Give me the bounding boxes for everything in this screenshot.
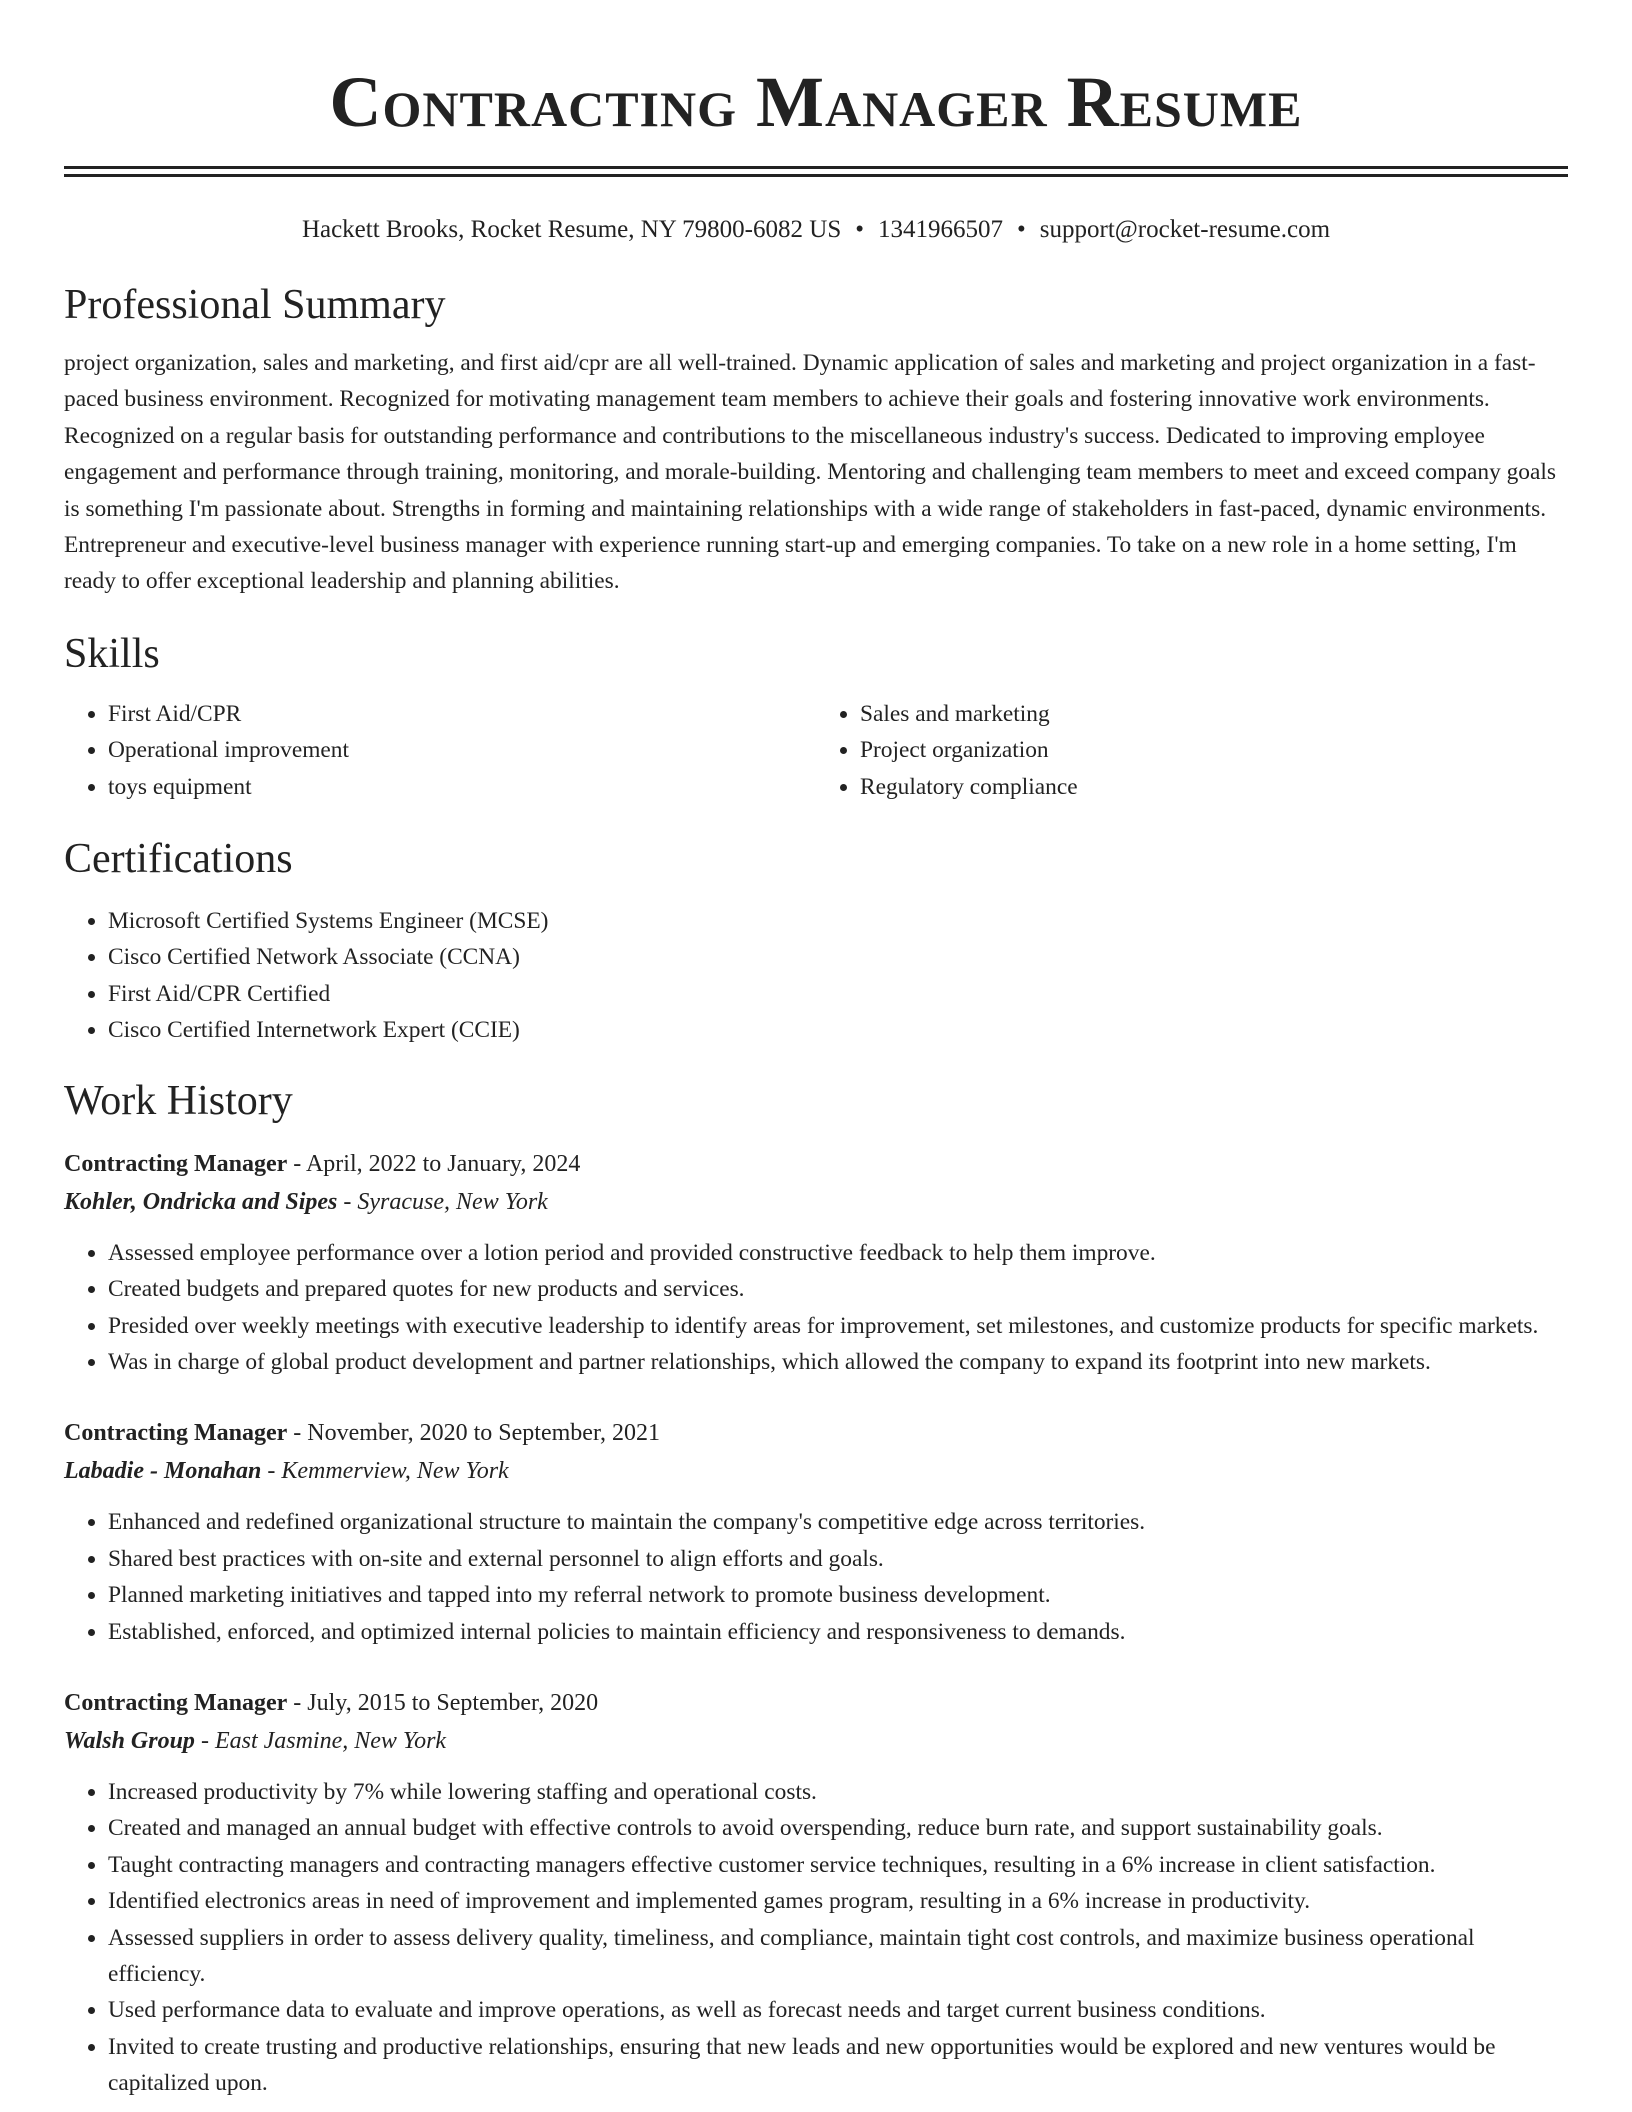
job-bullet: • Created budgets and prepared quotes for new products and services. (108, 1271, 1568, 1307)
contact-email: support@rocket-resume.com (1039, 216, 1331, 243)
company-line (64, 1452, 1568, 1490)
summary-paragraph: project organization, sales and marketing, and first aid/cpr are all well-trained. Dynamic application of sales and marketing and project organization in a fast-paced business environment. Recognized for motivating management team members to achieve their goals and fostering innovative work environments. Recognized on a regular basis for outstanding performance and contributions to the miscellaneous industry's success. Dedicated to improving employee engagement and performance through training, monitoring, and morale-building. Mentoring and challenging team members to meet and exceed company goals is something I'm passionate about. Strengths in forming and maintaining relationships with a wide range of stakeholders in fast-paced, dynamic environments. Entrepreneur and executive-level business manager with experience running start-up and emerging companies. To take on a new role in a home setting, I'm ready to offer exceptional leadership and planning abilities. (64, 350, 1556, 595)
dash-separator: - (287, 1689, 308, 1716)
skill-item: • Regulatory compliance (860, 769, 1568, 805)
job-bullet: • Used performance data to evaluate and improve operations, as well as forecast needs and target current business conditions. (108, 1992, 1568, 2028)
job-bullet: • Presided over weekly meetings with executive leadership to identify areas for improvement, set milestones, and customize products for specific markets. (108, 1308, 1568, 1344)
dash-separator: - (261, 1458, 282, 1485)
skill-item: • toys equipment (108, 769, 816, 805)
job-entry (64, 1414, 1568, 1650)
skill-item: • First Aid/CPR (108, 696, 816, 732)
job-bullet: • Increased productivity by 7% while lowering staffing and operational costs. (108, 1774, 1568, 1810)
job-bullet: • Assessed employee performance over a lotion period and provided constructive feedback to help them improve. (108, 1235, 1568, 1271)
skill-item: • Project organization (860, 732, 1568, 768)
company-line (64, 1722, 1568, 1760)
certifications-list (64, 903, 1568, 1049)
dash-separator: - (337, 1188, 358, 1215)
job-title: Contracting Manager (64, 1420, 288, 1447)
contact-line (64, 213, 1568, 247)
job-title-line (64, 1145, 1568, 1183)
job-entry (64, 1684, 1568, 2102)
company-name: Walsh Group (64, 1727, 195, 1754)
skills-columns (64, 696, 1568, 805)
job-title: Contracting Manager (64, 1689, 288, 1716)
skill-item: • Sales and marketing (860, 696, 1568, 732)
job-bullet: • Shared best practices with on-site and external personnel to align efforts and goals. (108, 1541, 1568, 1577)
job-bullet: • Established, enforced, and optimized internal policies to maintain efficiency and responsiveness to demands. (108, 1614, 1568, 1650)
section-heading-work-history: Work History (64, 1077, 293, 1124)
company-location: Kemmerview, New York (281, 1458, 509, 1485)
certification-item: • First Aid/CPR Certified (108, 976, 1568, 1012)
job-bullet: • Created and managed an annual budget with effective controls to avoid overspending, reduce burn rate, and support sustainability goals. (108, 1810, 1568, 1846)
job-bullet: • Planned marketing initiatives and tapped into my referral network to promote business development. (108, 1577, 1568, 1613)
job-bullets (64, 1504, 1568, 1650)
job-dates: July, 2015 to September, 2020 (307, 1689, 599, 1716)
dash-separator: - (287, 1150, 306, 1177)
company-name: Kohler, Ondricka and Sipes (64, 1188, 338, 1215)
company-location: Syracuse, New York (357, 1188, 548, 1215)
job-dates: November, 2020 to September, 2021 (307, 1420, 660, 1447)
title-double-rule (64, 166, 1568, 177)
job-bullets (64, 1774, 1568, 2102)
job-bullet: • Invited to create trusting and productive relationships, ensuring that new leads and new opportunities would be explored and new ventures would be capitalized upon. (108, 2029, 1568, 2102)
job-title: Contracting Manager (64, 1150, 288, 1177)
company-name: Labadie - Monahan (64, 1458, 262, 1485)
dash-separator: - (194, 1727, 215, 1754)
contact-separator: • (1017, 216, 1026, 243)
section-heading-certifications: Certifications (64, 836, 293, 883)
resume-title: Contracting Manager Resume (329, 62, 1303, 142)
job-bullets (64, 1235, 1568, 1381)
job-bullet: • Taught contracting managers and contracting managers effective customer service techniques, resulting in a 6% increase in client satisfaction. (108, 1847, 1568, 1883)
job-bullet: • Assessed suppliers in order to assess delivery quality, timeliness, and compliance, maintain tight cost controls, and maximize business operational efficiency. (108, 1920, 1568, 1993)
job-title-line (64, 1414, 1568, 1452)
section-heading-skills: Skills (64, 630, 160, 677)
skills-list-right (816, 696, 1568, 805)
contact-phone: 1341966507 (878, 216, 1003, 243)
job-bullet: • Identified electronics areas in need of improvement and implemented games program, resulting in a 6% increase in productivity. (108, 1883, 1568, 1919)
skill-item: • Operational improvement (108, 732, 816, 768)
certification-item: • Cisco Certified Network Associate (CCNA) (108, 939, 1568, 975)
certification-item: • Cisco Certified Internetwork Expert (CCIE) (108, 1012, 1568, 1048)
section-heading-summary: Professional Summary (64, 282, 446, 328)
skills-list-left (64, 696, 816, 805)
company-line (64, 1183, 1568, 1221)
contact-separator: • (855, 216, 864, 243)
certification-item: • Microsoft Certified Systems Engineer (MCSE) (108, 903, 1568, 939)
job-dates: April, 2022 to January, 2024 (305, 1150, 581, 1177)
job-bullet: • Enhanced and redefined organizational structure to maintain the company's competitive edge across territories. (108, 1504, 1568, 1540)
contact-address: Hackett Brooks, Rocket Resume, NY 79800-6082 US (301, 216, 842, 243)
resume-page (64, 0, 1568, 2102)
job-title-line (64, 1684, 1568, 1722)
job-entry (64, 1145, 1568, 1381)
dash-separator: - (287, 1420, 308, 1447)
company-location: East Jasmine, New York (214, 1727, 447, 1754)
job-bullet: • Was in charge of global product development and partner relationships, which allowed the company to expand its footprint into new markets. (108, 1344, 1568, 1380)
